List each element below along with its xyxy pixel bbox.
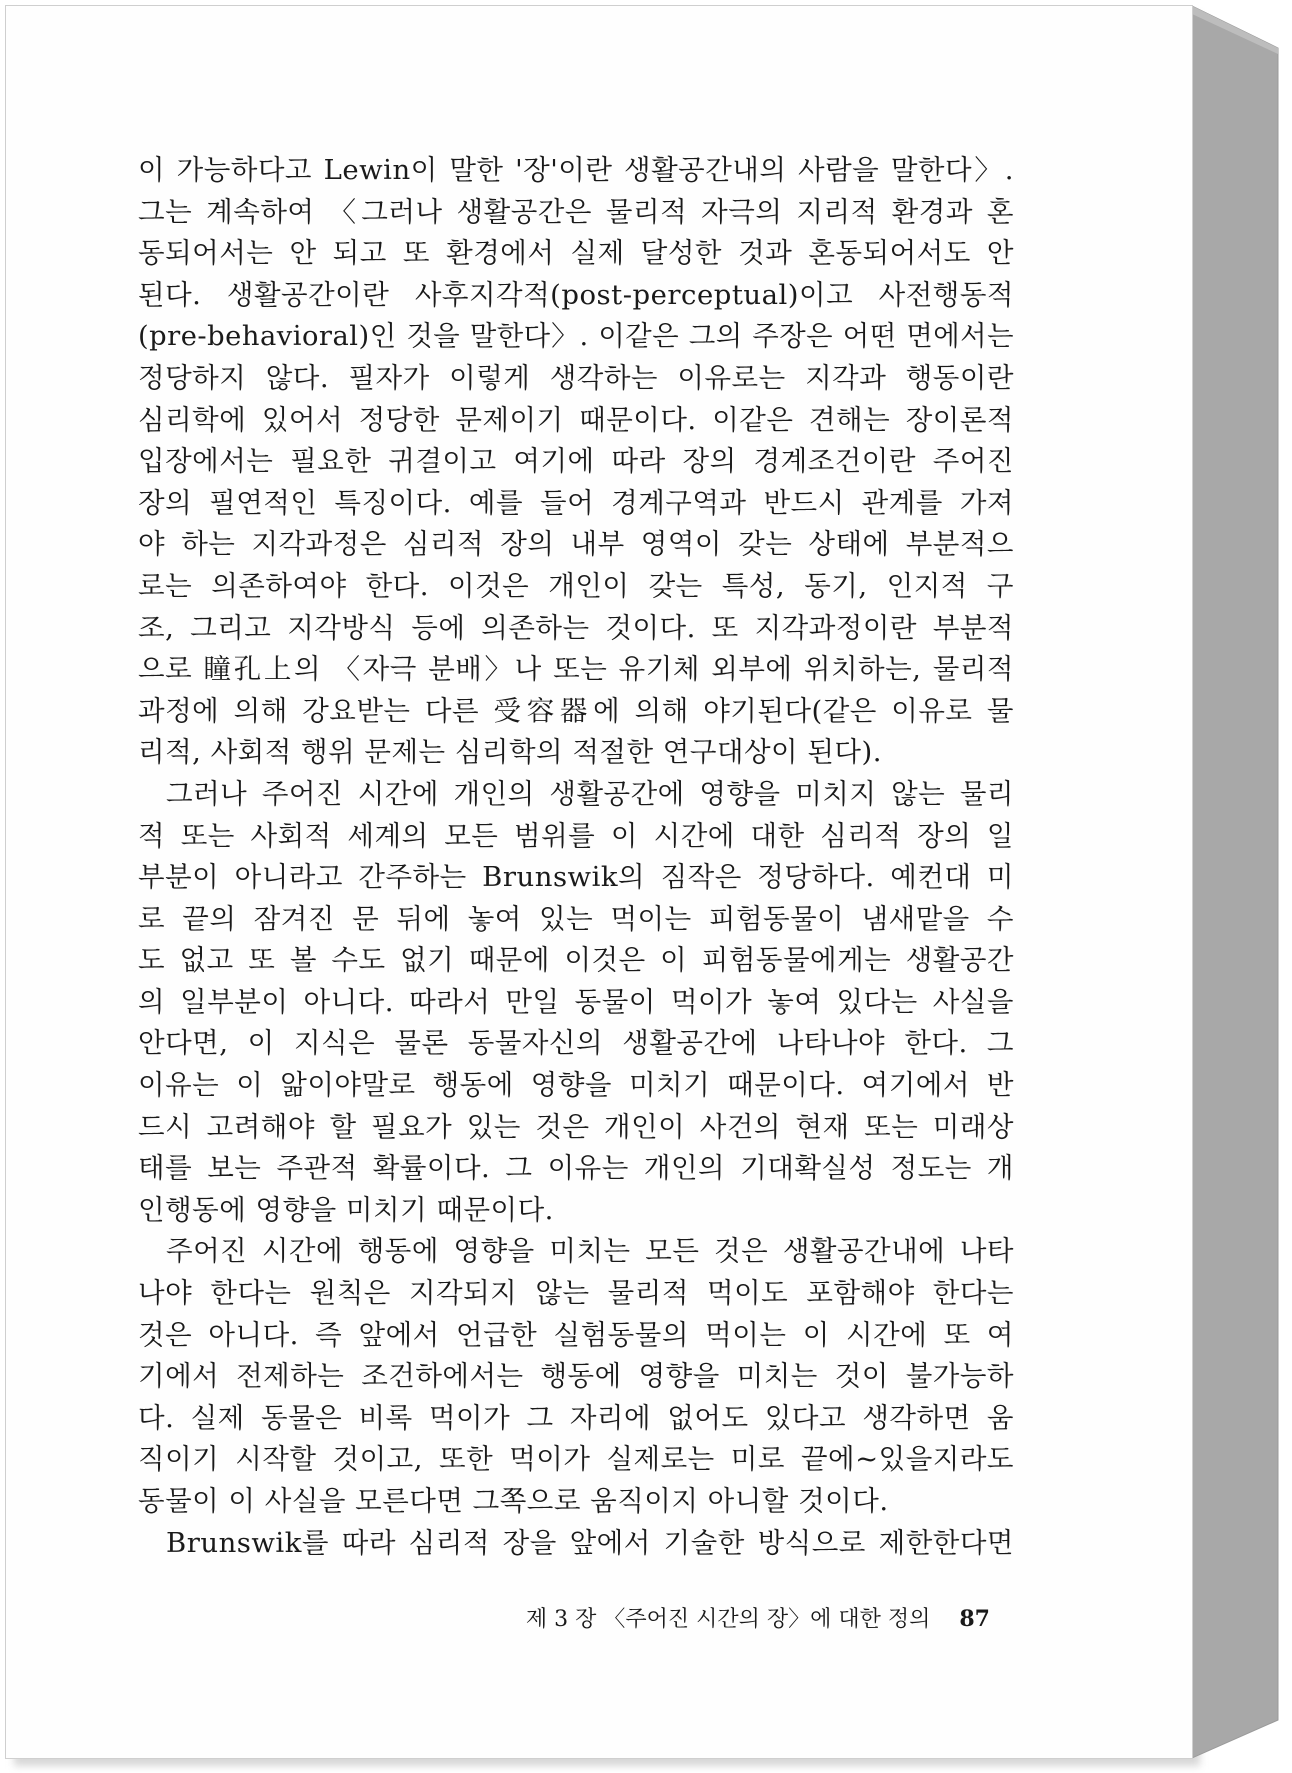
text-line: 기에서 전제하는 조건하에서는 행동에 영향을 미치는 것이 불가능하: [138, 1360, 1014, 1393]
text-line: 동물이 이 사실을 모른다면 그쪽으로 움직이지 아니할 것이다.: [138, 1485, 889, 1517]
text-line: 드시 고려해야 할 필요가 있는 것은 개인이 사건의 현재 또는 미래상: [138, 1110, 1014, 1143]
text-line: 다. 실제 동물은 비록 먹이가 그 자리에 없어도 있다고 생각하면 움: [138, 1401, 1014, 1434]
text-line: 이유는 이 앎이야말로 행동에 영향을 미치기 때문이다. 여기에서 반: [138, 1069, 1014, 1102]
text-line: 심리학에 있어서 정당한 문제이기 때문이다. 이같은 견해는 장이론적: [138, 403, 1014, 436]
footer-section-title: 〈주어진 시간의 장〉에 대한 정의: [603, 1607, 931, 1632]
text-line: 동되어서는 안 되고 또 환경에서 실제 달성한 것과 혼동되어서도 안: [138, 237, 1014, 270]
text-line: 조, 그리고 지각방식 등에 의존하는 것이다. 또 지각과정이란 부분적: [138, 611, 1014, 644]
text-line: 으로 瞳孔上의 〈자극 분배〉나 또는 유기체 외부에 위치하는, 물리적: [138, 653, 1014, 686]
page-number: 87: [959, 1606, 990, 1632]
text-line: 직이기 시작할 것이고, 또한 먹이가 실제로는 미로 끝에~있을지라도: [138, 1443, 1014, 1476]
text-line: Brunswik를 따라 심리적 장을 앞에서 기술한 방식으로 제한한다면: [166, 1526, 1014, 1559]
text-line: 그는 계속하여 〈그러나 생활공간은 물리적 자극의 지리적 환경과 혼: [138, 195, 1014, 228]
text-line: 야 하는 지각과정은 심리적 장의 내부 영역이 갖는 상태에 부분적으: [138, 528, 1014, 561]
text-line: 리적, 사회적 행위 문제는 심리학의 적절한 연구대상이 된다).: [138, 736, 882, 769]
text-line: 것은 아니다. 즉 앞에서 언급한 실험동물의 먹이는 이 시간에 또 여: [138, 1318, 1014, 1351]
text-line: 인행동에 영향을 미치기 때문이다.: [138, 1193, 554, 1226]
text-line: 적 또는 사회적 세계의 모든 범위를 이 시간에 대한 심리적 장의 일: [138, 819, 1014, 852]
page-footer: [470, 1602, 990, 1633]
text-line: 도 없고 또 볼 수도 없기 때문에 이것은 이 피험동물에게는 생활공간: [138, 944, 1014, 977]
text-line: 주어진 시간에 행동에 영향을 미치는 모든 것은 생활공간내에 나타: [166, 1235, 1014, 1268]
book-page-stack-edge: [1192, 6, 1288, 1766]
text-line: 정당하지 않다. 필자가 이렇게 생각하는 이유로는 지각과 행동이란: [138, 361, 1014, 394]
text-line: 로는 의존하여야 한다. 이것은 개인이 갖는 특성, 동기, 인지적 구: [138, 569, 1014, 602]
text-line: 입장에서는 필요한 귀결이고 여기에 따라 장의 경계조건이란 주어진: [138, 445, 1014, 478]
body-text: [138, 150, 1014, 1564]
text-line: 그러나 주어진 시간에 개인의 생활공간에 영향을 미치지 않는 물리: [166, 777, 1014, 810]
text-line: 된다. 생활공간이란 사후지각적(post-perceptual)이고 사전행동적: [138, 278, 1014, 311]
text-line: (pre-behavioral)인 것을 말한다〉. 이같은 그의 주장은 어떤 면에서는: [138, 321, 1014, 353]
text-line: 부분이 아니라고 간주하는 Brunswik의 짐작은 정당하다. 예컨대 미: [138, 861, 1014, 894]
text-line: 나야 한다는 원칙은 지각되지 않는 물리적 먹이도 포함해야 한다는: [138, 1277, 1014, 1310]
text-line: 장의 필연적인 특징이다. 예를 들어 경계구역과 반드시 관계를 가져: [138, 486, 1014, 519]
text-line: 의 일부분이 아니다. 따라서 만일 동물이 먹이가 놓여 있다는 사실을: [138, 985, 1014, 1018]
text-line: 이 가능하다고 Lewin이 말한 '장'이란 생활공간내의 사람을 말한다〉.: [138, 154, 1014, 186]
text-line: 안다면, 이 지식은 물론 동물자신의 생활공간에 나타나야 한다. 그: [138, 1027, 1014, 1060]
text-line: 로 끝의 잠겨진 문 뒤에 놓여 있는 먹이는 피험동물이 냄새맡을 수: [138, 902, 1014, 935]
text-line: 과정에 의해 강요받는 다른 受容器에 의해 야기된다(같은 이유로 물: [138, 694, 1014, 727]
text-line: 태를 보는 주관적 확률이다. 그 이유는 개인의 기대확실성 정도는 개: [138, 1152, 1014, 1185]
footer-chapter: 제 3 장: [525, 1607, 597, 1632]
